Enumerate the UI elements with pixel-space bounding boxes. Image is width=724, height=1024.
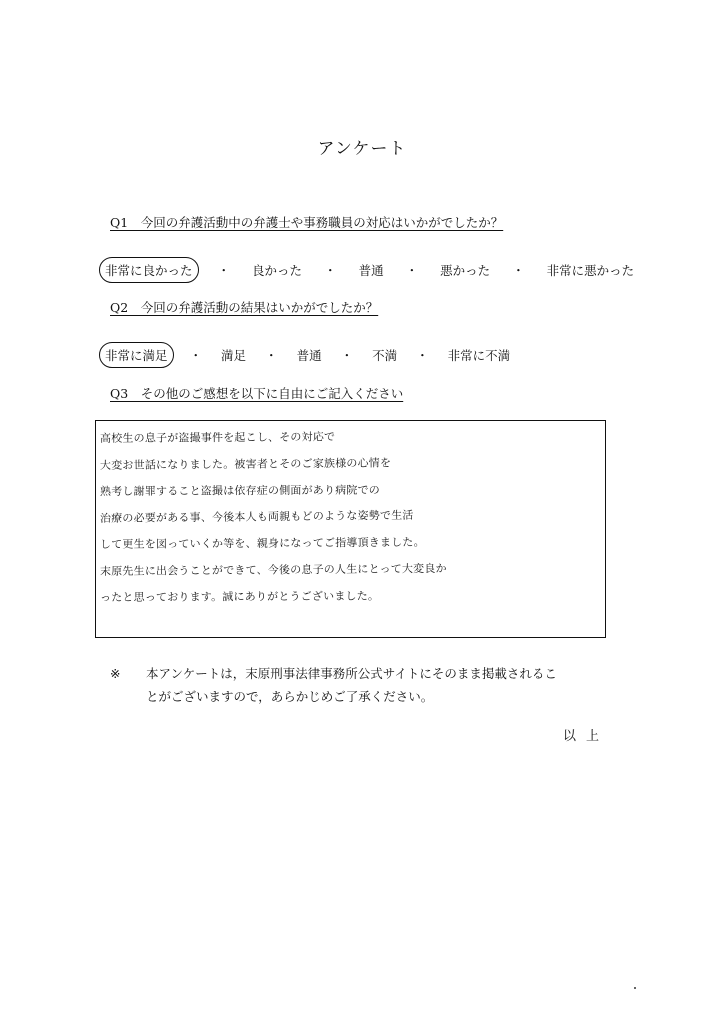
separator: ・ <box>405 263 419 278</box>
note-line-2: とがございますので，あらかじめご了承ください。 <box>146 689 434 704</box>
separator: ・ <box>265 348 278 363</box>
publication-note <box>110 662 610 708</box>
q2-option-very-satisfied[interactable]: 非常に満足 <box>99 342 174 368</box>
q2-option-very-dissatisfied[interactable]: 非常に不満 <box>447 348 511 363</box>
note-line-1: 本アンケートは，末原刑事法律事務所公式サイトにそのまま掲載されるこ <box>146 666 557 681</box>
q2-option-dissatisfied[interactable]: 不満 <box>372 348 398 363</box>
separator: ・ <box>324 263 337 278</box>
separator: ・ <box>189 348 203 363</box>
answer-line: 末原先生に出会うことができて、今後の息子の人生にとって大変良か <box>99 561 447 578</box>
answer-line: ったと思っております。誠にありがとうございました。 <box>99 589 380 604</box>
answer-line: 大変お世話になりました。被害者とそのご家族様の心情を <box>99 455 392 472</box>
q2-option-satisfied[interactable]: 満足 <box>221 348 247 363</box>
separator: ・ <box>512 263 525 278</box>
question-1-label: Q1 今回の弁護活動中の弁護士や事務職員の対応はいかがでしたか？ <box>110 215 504 230</box>
separator: ・ <box>340 348 354 363</box>
question-2-options <box>104 342 513 368</box>
q1-option-good[interactable]: 良かった <box>252 263 303 278</box>
q1-option-bad[interactable]: 悪かった <box>440 263 491 278</box>
closing-mark: 以上 <box>563 729 610 744</box>
separator: ・ <box>217 263 231 278</box>
q2-option-average[interactable]: 普通 <box>296 348 322 363</box>
q1-option-average[interactable]: 普通 <box>358 263 384 278</box>
answer-line: して更生を図っていくか等を、親身になってご指導頂きました。 <box>99 535 425 551</box>
question-1-options <box>104 257 637 283</box>
answer-line: 熟考し謝罪すること盗撮は依存症の側面があり病院での <box>99 483 381 498</box>
q1-option-very-bad[interactable]: 非常に悪かった <box>546 263 635 278</box>
answer-line: 高校生の息子が盗撮事件を起こし、その対応で <box>99 430 336 445</box>
separator: ・ <box>416 348 429 363</box>
note-mark: ※ <box>110 666 121 681</box>
scan-speck <box>634 987 636 989</box>
handwritten-answer <box>100 426 608 612</box>
q1-option-very-good[interactable]: 非常に良かった <box>99 257 199 283</box>
page-title: アンケート <box>317 139 407 159</box>
question-2-label: Q2 今回の弁護活動の結果はいかがでしたか？ <box>110 300 379 315</box>
question-3-label: Q3 その他のご感想を以下に自由にご記入ください <box>110 386 404 401</box>
answer-line: 治療の必要がある事、今後本人も両親もどのような姿勢で生活 <box>99 508 414 525</box>
